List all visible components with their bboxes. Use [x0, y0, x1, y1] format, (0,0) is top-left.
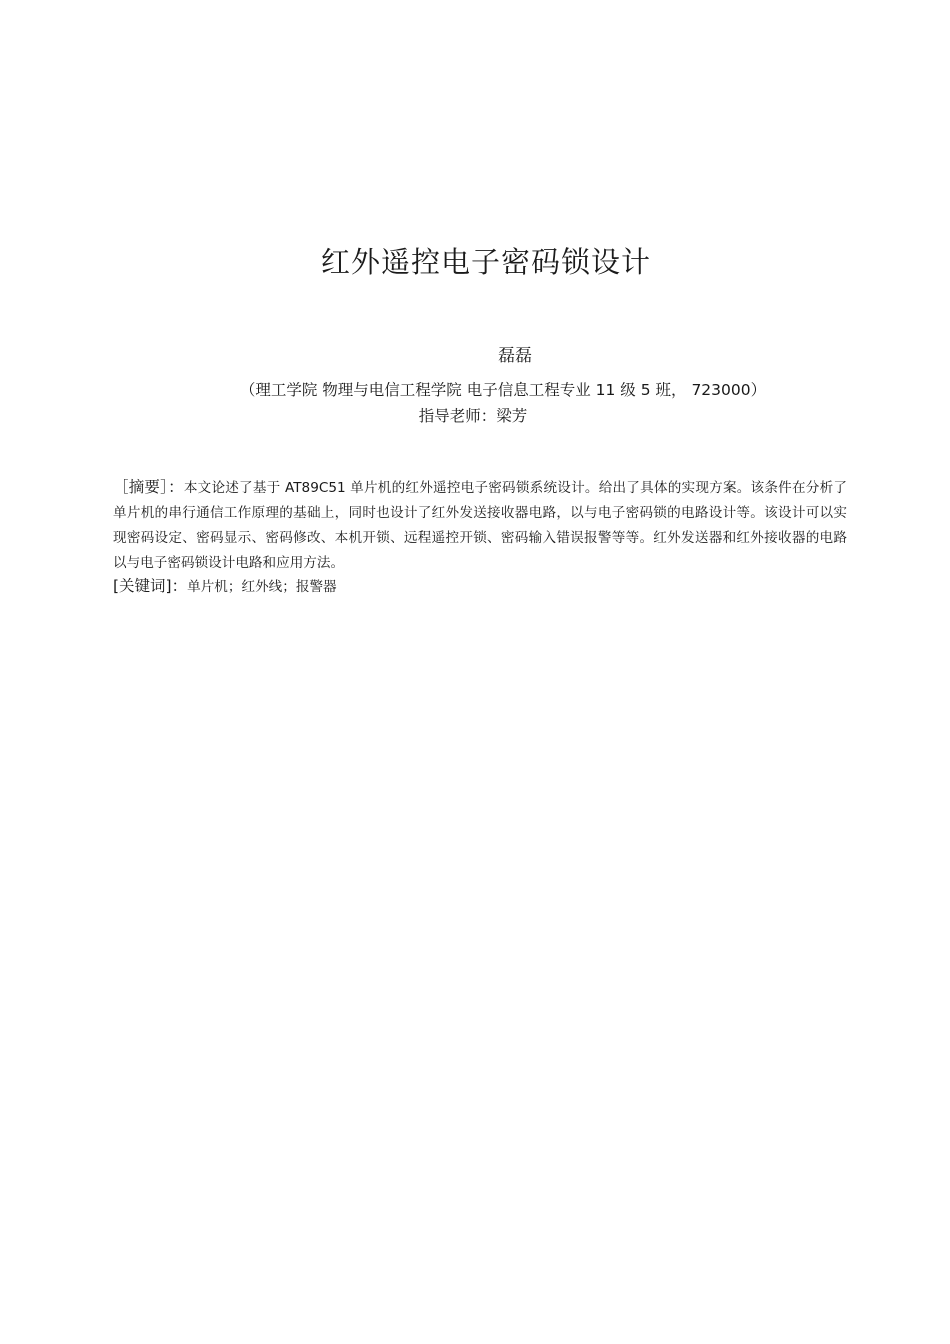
abstract-text: 本文论述了基于 AT89C51 单片机的红外遥控电子密码锁系统设计。给出了具体的实现方案。该条件在分析了单片机的串行通信工作原理的基础上，同时也设计了红外发送接收器电路，以与电子密码锁的电路设计等。该设计可以实现密码设定、密码显示、密码修改、本机开锁、远程遥控开锁、密码输入错误报警等等。红外发送器和红外接收器的电路以与电子密码锁设计电路和应用方法。 — [113, 480, 847, 571]
paper-title: 红外遥控电子密码锁设计 — [320, 245, 651, 279]
keywords-label: [关键词]： — [113, 577, 188, 595]
advisor-line: 指导老师：梁芳 — [418, 407, 528, 425]
abstract-paragraph — [113, 475, 847, 576]
author-name: 磊磊 — [498, 346, 532, 366]
abstract-label: ［摘要］： — [113, 478, 184, 496]
author-affiliation: （理工学院 物理与电信工程学院 电子信息工程专业 11 级 5 班， 723000） — [239, 381, 767, 399]
keywords-text: 单片机；红外线；报警器 — [187, 579, 337, 595]
keywords-line — [113, 574, 847, 600]
